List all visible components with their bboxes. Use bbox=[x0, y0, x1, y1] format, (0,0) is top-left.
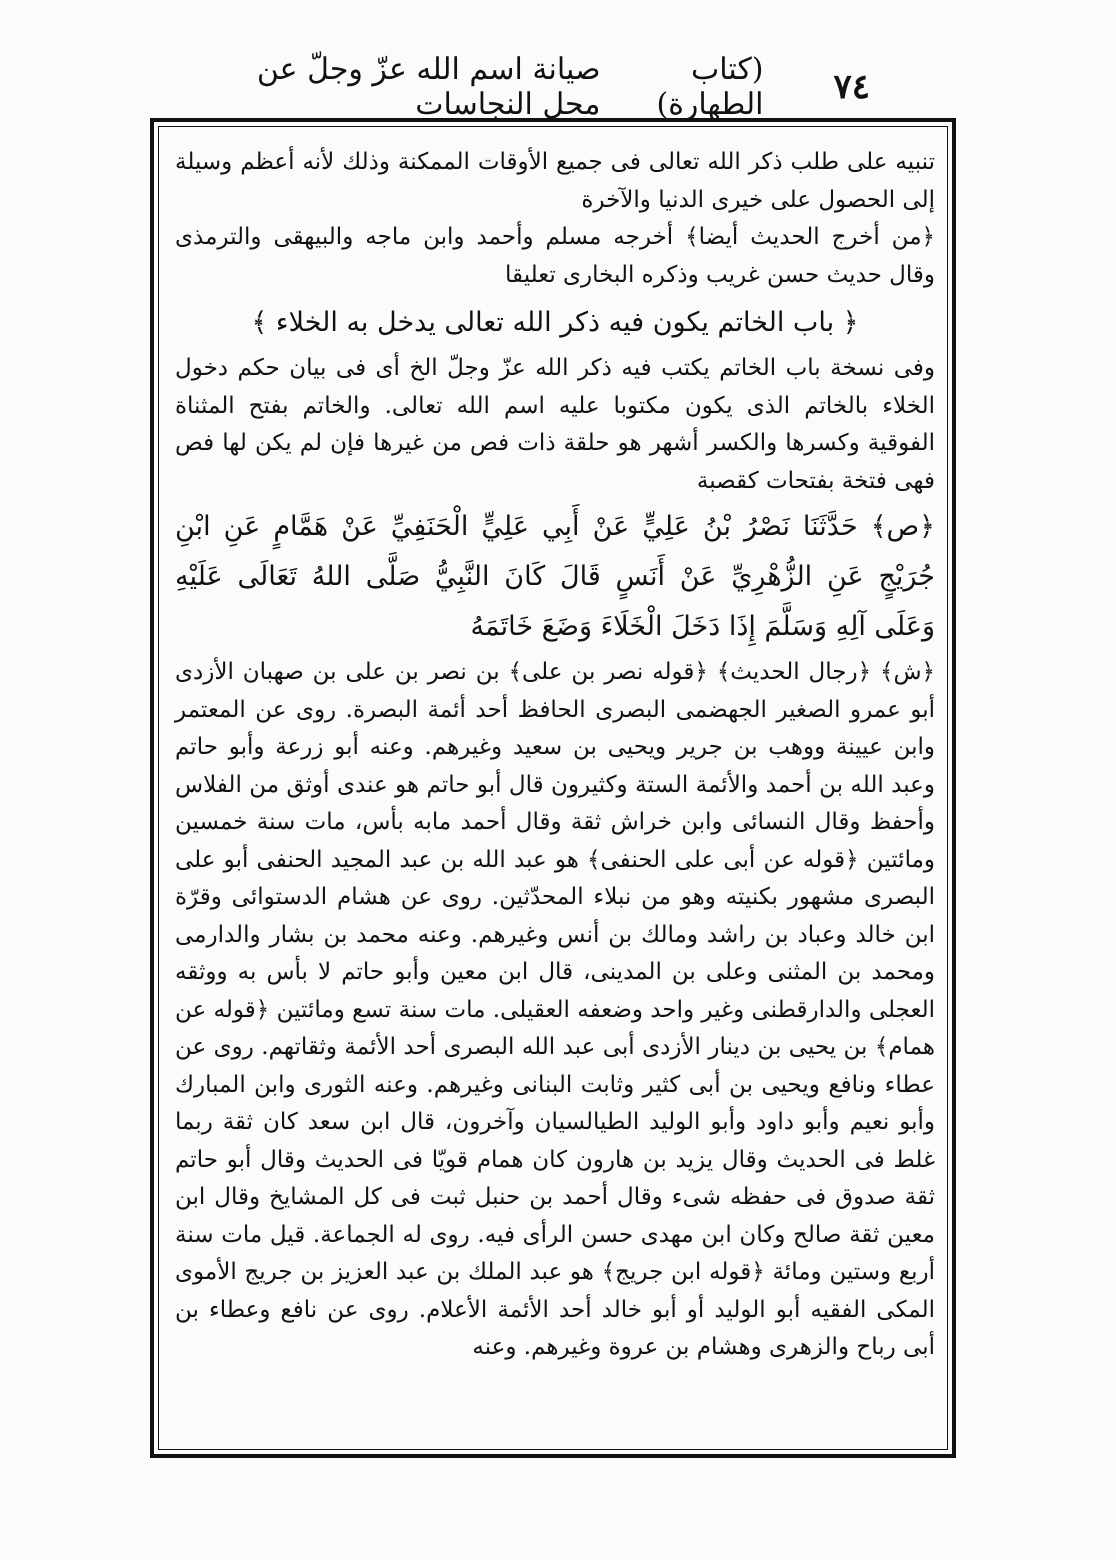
hadith-text: ﴿ص﴾ حَدَّثَنَا نَصْرُ بْنُ عَلِيٍّ عَنْ أَبِي عَلِيٍّ الْحَنَفِيِّ عَنْ هَمَّامٍ عَنِ ابْنِ جُرَيْجٍ عَنِ الزُّهْرِيِّ عَنْ أَنَسٍ قَالَ كَانَ النَّبِيُّ صَلَّى اللهُ تَعَالَى عَلَيْهِ وَعَلَى آلِهِ وَسَلَّمَ إِذَا دَخَلَ الْخَلَاءَ وَضَعَ خَاتَمَهُ bbox=[175, 511, 935, 642]
chapter-title: صيانة اسم الله عزّ وجلّ عن محل النجاسات bbox=[256, 52, 601, 122]
page-number: ٧٤ bbox=[833, 67, 870, 107]
page-header bbox=[250, 52, 870, 122]
paragraph-explanation: وفى نسخة باب الخاتم يكتب فيه ذكر الله عزّ وجلّ الخ أى فى بيان حكم دخول الخلاء بالخاتم الذى يكون مكتوبا عليه اسم الله تعالى. والخاتم بفتح المثناة الفوقية وكسرها والكسر أشهر هو حلقة ذات فص من غيرها فإن لم يكن لها فص فهى فتخة بفتحات كقصبة bbox=[175, 355, 935, 494]
paragraph-commentary: ﴿ش﴾ ﴿رجال الحديث﴾ ﴿قوله نصر بن على﴾ بن نصر بن على بن صهبان الأزدى أبو عمرو الصغير الجهضمى البصرى الحافظ أحد أئمة البصرة. روى عن المعتمر وابن عيينة ووهب بن جرير ويحيى بن سعيد وغيرهم. وعنه أبو زرعة وأبو حاتم وعبد الله بن أحمد والأئمة الستة وكثيرون قال أبو حاتم هو عندى أوثق من الفلاس وأحفظ وقال النسائى وابن خراش ثقة وقال أحمد مابه بأس، مات سنة خمسين ومائتين ﴿قوله عن أبى على الحنفى﴾ هو عبد الله بن عبد المجيد الحنفى أبو على البصرى مشهور بكنيته وهو من نبلاء المحدّثين. روى عن هشام الدستوائى وقرّة ابن خالد وعباد بن راشد ومالك بن أنس وغيرهم. وعنه محمد بن بشار والدارمى ومحمد بن المثنى وعلى بن المدينى، قال ابن معين وأبو حاتم لا بأس به ووثقه العجلى والدارقطنى وغير واحد وضعفه العقيلى. مات سنة تسع ومائتين ﴿قوله عن همام﴾ بن يحيى بن دينار الأزدى أبى عبد الله البصرى أحد الأئمة وثقاتهم. روى عن عطاء ونافع ويحيى بن أبى كثير وثابت البنانى وغيرهم. وعنه الثورى وابن المبارك وأبو نعيم وأبو داود وأبو الوليد الطيالسيان وآخرون، قال ابن سعد كان ثقة ربما غلط فى الحديث وقال يزيد بن هارون كان همام قويّا فى الحديث وقال أبو حاتم ثقة صدوق فى حفظه شىء وقال أحمد بن حنبل ثبت فى كل المشايخ وقال ابن معين ثقة صالح وكان ابن مهدى حسن الرأى فيه. روى له الجماعة. قيل مات سنة أربع وستين ومائة ﴿قوله ابن جريج﴾ هو عبد الملك بن عبد العزيز بن جريج الأموى المكى الفقيه أبو الوليد أو أبو خالد أحد الأئمة الأعلام. روى عن نافع وعطاء بن أبى رباح والزهرى وهشام بن عروة وغيرهم. وعنه bbox=[175, 659, 935, 1360]
paragraph-intro: تنبيه على طلب ذكر الله تعالى فى جميع الأوقات الممكنة وذلك لأنه أعظم وسيلة إلى الحصول على خيرى الدنيا والآخرة bbox=[175, 149, 935, 213]
book-title: (كتاب الطهارة) bbox=[656, 52, 764, 122]
main-text bbox=[175, 144, 935, 1367]
section-heading: ﴿ باب الخاتم يكون فيه ذكر الله تعالى يدخل به الخلاء ﴾ bbox=[251, 307, 859, 338]
paragraph-takhrij: ﴿من أخرج الحديث أيضا﴾ أخرجه مسلم وأحمد وابن ماجه والبيهقى والترمذى وقال حديث حسن غريب وذكره البخارى تعليقا bbox=[175, 224, 935, 288]
